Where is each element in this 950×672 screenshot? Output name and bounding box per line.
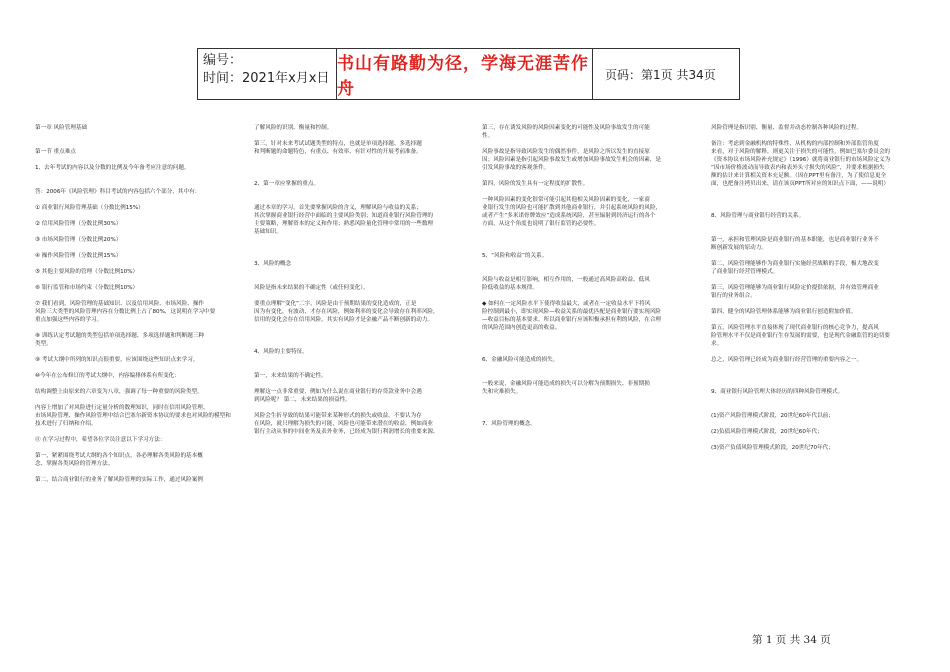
text-line (35, 132, 233, 140)
text-line: 风险与收益是相互影响，相互作用的，一般通过高风险高收益、低风 (482, 277, 650, 283)
text-line (711, 220, 921, 228)
text-line (482, 244, 690, 252)
text-line: ③ 市场风险管理（分数比例20%） (35, 237, 122, 243)
text-line: 基础知识。 (254, 229, 282, 235)
text-line (254, 380, 464, 388)
text-line (35, 196, 233, 204)
text-line (35, 172, 233, 180)
text-line (35, 324, 233, 332)
text-line: 第五，风险管理水平直接体现了现代商业银行的核心竞争力，提高风 (711, 325, 879, 331)
text-line (254, 172, 464, 180)
text-line (254, 132, 464, 140)
text-line (482, 268, 690, 276)
text-line: 求。 (711, 341, 723, 347)
text-line: 第三，针对未来考试试题类型的特点，也就是单项选择题、多选择题 (254, 141, 422, 147)
text-line: 第三，风险管理能够为商业银行风险定价提供依据，并有效管理商业 (711, 285, 879, 291)
text-line: 要重点理解“变化”二字，风险是由于预期结果的变化造成的，正是 (254, 301, 417, 307)
number-label: 编号： (203, 53, 243, 68)
text-line: 的风险范围内创造更高的收益。 (482, 325, 561, 331)
text-line (482, 188, 690, 196)
text-line: 5、“风险和收益”的关系。 (482, 253, 548, 259)
text-line: (3)资产负债风险管理模式阶段，20世纪70年代； (711, 445, 834, 451)
text-line (254, 164, 464, 172)
text-line (254, 252, 464, 260)
text-line: ② 信用风险管理（分数比例30%） (35, 221, 122, 227)
text-line: ⑦ 我们看到，风险管理的基础知识、以及信用风险、市场风险、操作 (35, 301, 205, 307)
text-line: 类型。 (35, 341, 52, 347)
text-line: 3、风险的概念 (254, 261, 292, 267)
text-line (35, 140, 233, 148)
text-line: 第一，承担和管理风险是商业银行的基本职能，也是商业银行业务不 (711, 237, 879, 243)
text-line (35, 244, 233, 252)
text-line: 第四，健全的风险管理体系能够为商业银行创造附加价值。 (711, 309, 857, 315)
text-line: 方面，从这个角度也说明了银行监管的必要性。 (482, 221, 600, 227)
text-line: 4、风险的主要特征。 (254, 349, 308, 355)
text-line: 引发风险事故的客观条件。 (482, 165, 550, 171)
text-line: 内容上增加了对风险进行定量分析的数理知识，同时在信用风险管理、 (35, 405, 209, 411)
text-line (482, 236, 690, 244)
text-line: 和判断题的命题特色，有重点、有效率、有针对性的开展考前准备。 (254, 149, 422, 155)
text-line: ④ 操作风险管理（分数比例15%） (35, 253, 122, 259)
text-line: 业银行发生的风险也可能扩散到其他商业银行，并引起系统风险的风险， (482, 205, 662, 211)
text-line (254, 196, 464, 204)
text-line (35, 292, 233, 300)
text-line (254, 156, 464, 164)
text-line: 2、第一章应掌握的重点。 (254, 181, 320, 187)
text-line: 总之，风险管理已经成为商业银行经营管理的重要内容之一。 (711, 357, 863, 363)
text-line (254, 268, 464, 276)
text-line: 银行主动从事的中间业务及表外业务，已经成为银行利润增长的重要来源。 (254, 429, 439, 435)
time-label: 时间：2021年x月x日 (203, 71, 330, 86)
text-line (35, 260, 233, 268)
text-line: 第三，存在诱发风险的风险因素变化的可能性及风险事故发生的可能 (482, 125, 650, 131)
text-line: “因市场价格波动而导致表内和表外头寸损失的风险”，并要求根据损失 (711, 165, 885, 171)
text-line (711, 132, 921, 140)
text-line: 因为有变化，有波动，才存在风险，例如利率的变化会导致存在利率风险， (254, 309, 439, 315)
text-line: 通过本章的学习，首先要掌握风险的含义，理解风险与收益的关系； (254, 205, 422, 211)
text-line (254, 292, 464, 300)
text-line (35, 348, 233, 356)
text-line (35, 380, 233, 388)
text-line: 险低收益的基本规律。 (482, 285, 538, 291)
text-line: 第一章 风险管理基础 (35, 125, 88, 131)
text-line (482, 396, 690, 404)
text-line: 风险是指未来结果的不确定性（或任何变化）。 (254, 285, 369, 291)
text-line (35, 156, 233, 164)
text-line (254, 364, 464, 372)
text-line (711, 228, 921, 236)
text-line: 第一，紧紧围绕考试大纲的各个知识点，各必理解各类风险的基本概 (35, 453, 203, 459)
text-line: ⑨ 考试大纲中所列的知识点很重要，应该围绕这些知识点来学习。 (35, 357, 199, 363)
text-line (254, 244, 464, 252)
text-line: 市场风险管理、操作风险管理中结合巴塞尔新资本协议的要求也对风险的模型和 (35, 413, 231, 419)
text-line: 念、掌握各类风险的管理方法。 (35, 461, 114, 467)
text-line: 第一，未来结果的不确定性。 (254, 373, 327, 379)
text-line (711, 276, 921, 284)
text-line (35, 180, 233, 188)
text-line (711, 196, 921, 204)
text-line (482, 364, 690, 372)
text-line: 风险管理是指识别、衡量、监督并动态控制各种风险的过程。 (711, 125, 863, 131)
text-line: 答：2006年《风险管理》科目考试的内容包括六个部分，其中有： (35, 189, 201, 195)
text-line: 8、风险管理与商业银行经营的关系。 (711, 213, 805, 219)
text-line: 因；风险因素是指引起风险事故发生或增加风险事故发生机会的因素，是 (482, 157, 662, 163)
text-line (482, 228, 690, 236)
text-line (711, 380, 921, 388)
text-column-3 (482, 124, 690, 428)
text-line: 技术进行了归纳和介绍。 (35, 421, 97, 427)
text-line: 来看，对于风险的解释，则更关注于损失的可能性，例如巴塞尔委员会的 (711, 149, 891, 155)
text-line: 在风险，就只理解为损失的可能，风险也可能带来潜在的收益，例如商业 (254, 421, 434, 427)
text-line: ① 商业银行风险管理基础（分数比例15%） (35, 205, 144, 211)
text-line: 了解风险的识别、衡量和控制。 (254, 125, 333, 131)
text-line (711, 204, 921, 212)
text-line: 风险会生折导致的结果可能带来某种形式的损失或收益。不要认为存 (254, 413, 422, 419)
text-line (482, 340, 690, 348)
text-line: 6、金融风险可能造成的损失。 (482, 357, 559, 363)
header-meta-cell (198, 49, 337, 99)
text-line (254, 356, 464, 364)
text-line: 险管理水平不仅是商业银行生存发展的需要，也是现代金融监管的迫切要 (711, 333, 891, 339)
text-line (482, 404, 690, 412)
text-line: ⑩今年在公布修订的考试大纲中，内容编排体系有所变化： (35, 373, 180, 379)
text-line: 到风险呢？ 第二，未来结果的损益性。 (254, 397, 351, 403)
text-line (35, 396, 233, 404)
text-line: 性。 (482, 133, 494, 139)
page-label: 页码：第1页 共34页 (605, 67, 716, 82)
text-line (482, 348, 690, 356)
text-line (482, 172, 690, 180)
text-line: 其次掌握商业银行经营中面临的主要风险类别；知道商业银行风险管理的 (254, 213, 434, 219)
slogan-cell (337, 49, 593, 99)
text-line (254, 236, 464, 244)
text-line (35, 276, 233, 284)
text-column-4 (711, 124, 921, 452)
text-line: 《资本协议市场风险补充规定》（1996）就将商业银行的市场风险定义为 (711, 157, 891, 163)
text-line: 第一节 重点难点 (35, 149, 76, 155)
text-line (711, 372, 921, 380)
text-line: 信用的变化会存在信用风险，其实有风险才是金融产品不断创新的动力。 (254, 317, 434, 323)
text-line: 了商业银行经营管理模式。 (711, 269, 779, 275)
text-line: 一般来说，金融风险可能造成的损失可以分解为预期损失、非预期损 (482, 381, 650, 387)
text-line (711, 404, 921, 412)
text-line (482, 260, 690, 268)
text-line: 理解这一点非常重要，例如为什么说在商业银行的存贷款业务中会遇 (254, 389, 422, 395)
text-line: 断创新发展的原动力。 (711, 245, 767, 251)
text-line: ⑤ 其他主要风险的管理（分数比例10%） (35, 269, 139, 275)
text-line (711, 316, 921, 324)
page-number-cell (593, 49, 739, 99)
text-line (254, 188, 464, 196)
text-line (711, 436, 921, 444)
text-line: 主要策略，理解资本的定义和作用；熟悉风险量化管理中常用的一些数理 (254, 221, 434, 227)
text-line: 或者产生“多米诺骨牌效应”造成系统风险，甚至辐射到经济运行的各个 (482, 213, 656, 219)
text-line: 第四，风险的发生具有一定程度的扩散性。 (482, 181, 589, 187)
text-line: 重点加强这些内容的学习。 (35, 317, 103, 323)
text-line: 银行的业务组合。 (711, 293, 756, 299)
text-line: ⑪ 在学习过程中，希望各位学员注意以下学习方法： (35, 437, 166, 443)
text-line: 失和灾难损失。 (482, 389, 522, 395)
text-column-2 (254, 124, 464, 436)
text-line: ⑥ 银行监管和市场约束（分数比例10%） (35, 285, 139, 291)
text-line: 险控制到最小，即实现风险—收益关系的最优匹配是商业银行要实现风险 (482, 309, 662, 315)
text-line (482, 332, 690, 340)
text-line (254, 340, 464, 348)
text-line (711, 188, 921, 196)
text-line: 第二，结合商业银行的业务了解风险管理的实际工作，通过风险案例 (35, 477, 203, 483)
text-line (254, 332, 464, 340)
text-line: 额的估计来计算相关资本充足额。（因在PPT里有备注，为了使信息更全 (711, 173, 887, 179)
text-line: 7、风险管理的概念。 (482, 421, 536, 427)
text-line (35, 228, 233, 236)
text-line (482, 292, 690, 300)
text-line: 结构调整上由原来的六章变为八章，强调了每一种重要的风险类型。 (35, 389, 203, 395)
slogan-text: 书山有路勤为径，学海无涯苦作舟 (337, 54, 589, 99)
text-line: 面，也把备注拷贝出来，请在该页PPT所对应的知识点下面，——说明） (711, 181, 889, 187)
text-line: ◆ 如何在一定风险水平下使得收益最大，或者在一定收益水平下将风 (482, 301, 651, 307)
text-line (254, 404, 464, 412)
text-line: 9、商业银行风险管理大体经历的四种风险管理模式。 (711, 389, 844, 395)
page-footer: 第 1 页 共 34 页 (752, 634, 831, 646)
text-line: ⑧ 训练认定考试题的类型包括单项选择题、多项选择题和判断题三种 (35, 333, 205, 339)
text-line (711, 364, 921, 372)
text-line (711, 252, 921, 260)
text-line: 风险三大类型的风险管理内容在分数比例上占了80%，这说明在学习中要 (35, 309, 216, 315)
text-line: 一种风险因素的变化很常可能引起其他相关风险因素的变化，一家商 (482, 197, 650, 203)
text-column-1 (35, 124, 233, 484)
text-line (711, 420, 921, 428)
text-line: (2)负债风险管理模式阶段，20世纪60年代； (711, 429, 823, 435)
text-line (711, 300, 921, 308)
text-line (35, 364, 233, 372)
text-line (482, 372, 690, 380)
text-line (254, 324, 464, 332)
text-line (35, 468, 233, 476)
page-header (197, 48, 740, 100)
text-line (35, 428, 233, 436)
text-line (482, 412, 690, 420)
text-line (35, 444, 233, 452)
text-line: 1、去年考试的内容以及分数的比例及今年备考应注意的问题。 (35, 165, 190, 171)
text-line: 风险事故是指导致风险发生的偶然事件，是风险之所以发生的直接原 (482, 149, 650, 155)
text-line: —收益目标的基本要求。所以商业银行应该积极承担有利的风险，在合理 (482, 317, 662, 323)
text-line (711, 348, 921, 356)
text-line (254, 276, 464, 284)
text-line (35, 212, 233, 220)
text-line: 第二，风险管理能够作为商业银行实施经营战略的手段，极大地改变 (711, 261, 879, 267)
text-line: 备注：考虑到金融机构的特殊性，从机构的内部控制和外部监管角度 (711, 141, 879, 147)
text-line (711, 396, 921, 404)
text-line (482, 140, 690, 148)
text-line: (1)资产风险管理模式阶段，20世纪60年代以前； (711, 413, 834, 419)
